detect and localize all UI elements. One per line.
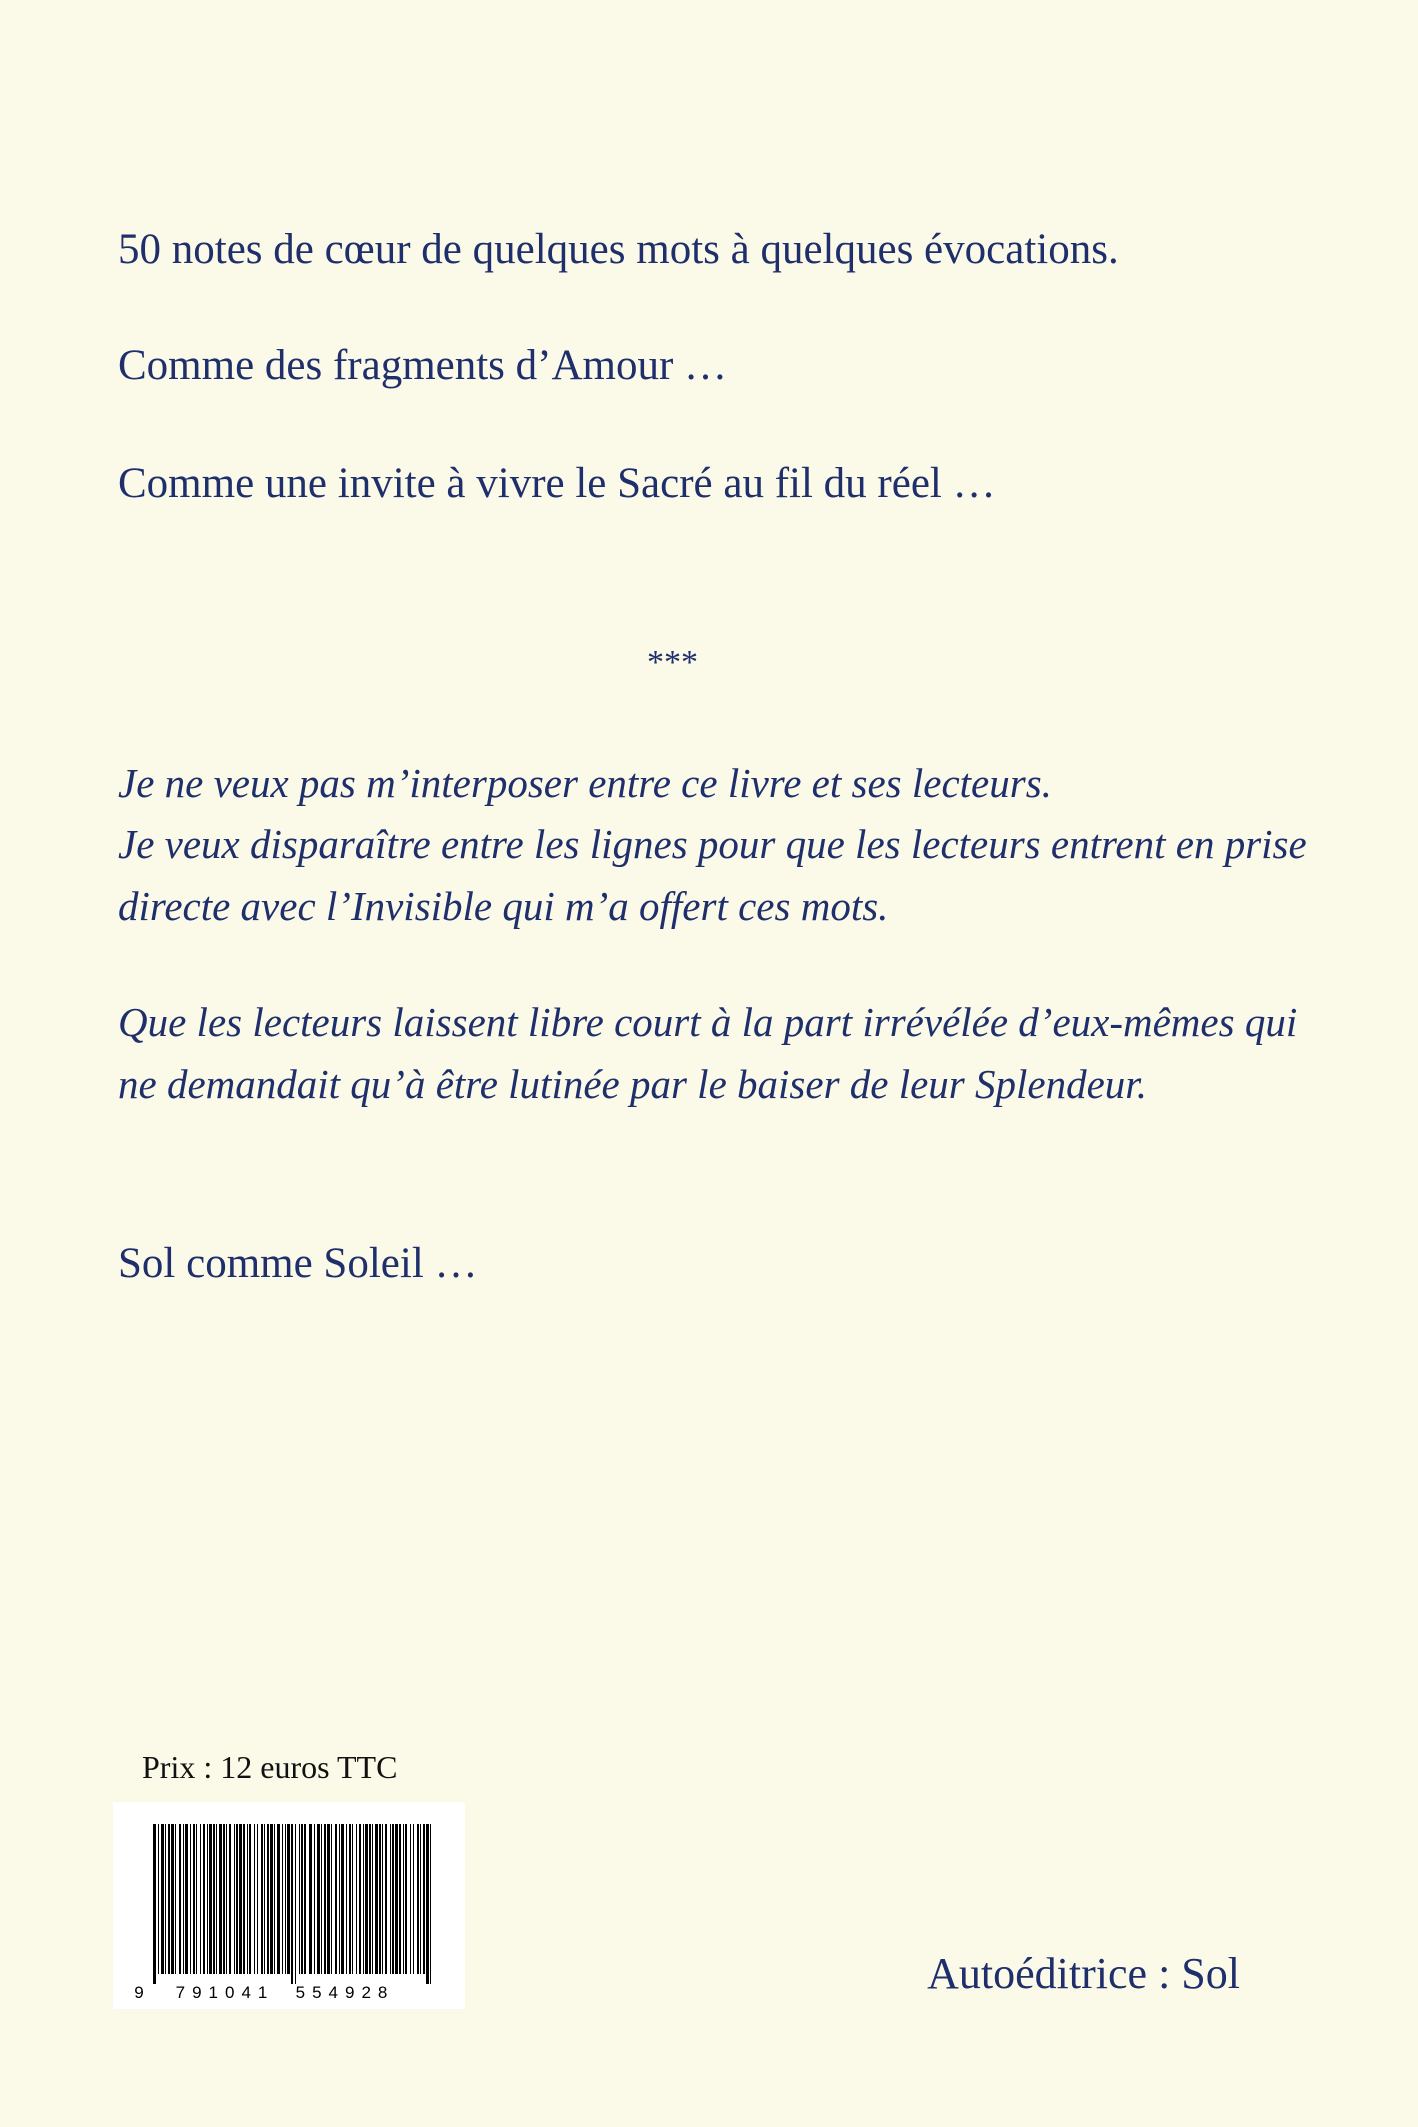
barcode-bar [295, 1824, 296, 1984]
barcode-bar [158, 1824, 159, 1974]
barcode-bar [219, 1824, 222, 1974]
barcode-bar [193, 1824, 195, 1974]
barcode-bar [403, 1824, 404, 1974]
quote-line-1: Je ne veux pas m’interposer entre ce livre et ses lecteurs. [118, 760, 1052, 806]
barcode-bar [413, 1824, 414, 1974]
barcode-bar [304, 1824, 306, 1974]
barcode-bar [341, 1824, 344, 1974]
barcode-bar [243, 1824, 245, 1974]
quote-line-2: Je veux disparaître entre les lignes pour que les lecteurs entrent en prise [118, 821, 1307, 867]
barcode-bar [236, 1824, 238, 1974]
barcode-bar [239, 1824, 242, 1974]
barcode-bar [190, 1824, 191, 1974]
barcode-bar [277, 1824, 280, 1974]
barcode-bar [216, 1824, 217, 1974]
barcode [113, 1802, 465, 2009]
barcode-bar [299, 1824, 300, 1974]
barcode-bar [399, 1824, 401, 1974]
barcode-bar [346, 1824, 347, 1974]
barcode-bar [379, 1824, 381, 1974]
barcode-graphic [113, 1802, 465, 2009]
barcode-bar [363, 1824, 364, 1974]
barcode-bar [234, 1824, 235, 1974]
barcode-bar [301, 1824, 303, 1974]
barcode-bar [274, 1824, 275, 1974]
barcode-bar [365, 1824, 368, 1974]
barcode-bar [168, 1824, 170, 1974]
barcode-bar [213, 1824, 215, 1974]
barcode-bar [420, 1824, 421, 1974]
barcode-bar [175, 1824, 176, 1974]
separator: *** [647, 644, 698, 681]
publisher-label: Autoéditrice : Sol [927, 1949, 1240, 1998]
barcode-bar [270, 1824, 273, 1974]
barcode-bar [327, 1824, 330, 1974]
barcode-bar [249, 1824, 251, 1974]
barcode-bar [372, 1824, 373, 1974]
barcode-bar [369, 1824, 371, 1974]
quote-line-3: directe avec l’Invisible qui m’a offert ces mots. [118, 883, 889, 929]
barcode-bar [185, 1824, 188, 1974]
barcode-bar [229, 1824, 231, 1974]
barcode-bar [382, 1824, 383, 1974]
barcode-bar [153, 1824, 156, 1984]
signature: Sol comme Soleil … [118, 1240, 478, 1287]
barcode-bar [395, 1824, 398, 1974]
barcode-bar [375, 1824, 378, 1974]
barcode-bar [309, 1824, 312, 1974]
barcode-bar [209, 1824, 212, 1974]
barcode-bar [417, 1824, 419, 1974]
barcode-bar [285, 1824, 286, 1974]
barcode-bar [161, 1824, 164, 1974]
barcode-bar [223, 1824, 225, 1974]
sacre-line: Comme une invite à vivre le Sacré au fil du réel … [118, 460, 996, 507]
barcode-bar [349, 1824, 351, 1974]
barcode-bar [392, 1824, 394, 1974]
barcode-bar [339, 1824, 340, 1974]
barcode-bar [179, 1824, 181, 1974]
barcode-bar [335, 1824, 337, 1974]
quote-line-5: ne demandait qu’à être lutinée par le baiser de leur Splendeur. [118, 1061, 1147, 1107]
barcode-bar [405, 1824, 407, 1974]
barcode-bar [331, 1824, 332, 1974]
isbn-digits-right: 554928 [295, 1983, 395, 2002]
barcode-bar [352, 1824, 353, 1974]
barcode-bar [207, 1824, 208, 1974]
barcode-bar [291, 1824, 293, 1984]
barcode-bar [183, 1824, 184, 1974]
barcode-bar [247, 1824, 248, 1974]
barcode-bar [324, 1824, 326, 1974]
barcode-bar [426, 1824, 429, 1984]
barcode-bar [317, 1824, 320, 1974]
barcode-bar [385, 1824, 387, 1974]
barcode-bar [287, 1824, 290, 1974]
barcode-bar [257, 1824, 258, 1974]
barcode-bar [410, 1824, 411, 1974]
intro-text: 50 notes de cœur de quelques mots à quelques évocations. [118, 226, 1119, 273]
barcode-bar [314, 1824, 315, 1974]
barcode-bar [359, 1824, 361, 1974]
barcode-bar [200, 1824, 201, 1974]
barcode-bar [321, 1824, 322, 1974]
quote-line-4: Que les lecteurs laissent libre court à la part irrévélée d’eux-mêmes qui [118, 999, 1298, 1045]
isbn-digits-left: 791041 [175, 1983, 275, 2002]
barcode-bar [203, 1824, 205, 1974]
barcode-bar [254, 1824, 255, 1974]
barcode-bar [430, 1824, 431, 1984]
barcode-bar [423, 1824, 425, 1974]
barcode-bar [267, 1824, 269, 1974]
barcode-bar [226, 1824, 227, 1974]
isbn-digit-lead: 9 [134, 1983, 144, 2002]
amour-line: Comme des fragments d’Amour … [118, 342, 728, 389]
barcode-bar [264, 1824, 265, 1974]
barcode-bar [165, 1824, 166, 1974]
barcode-bar [196, 1824, 197, 1974]
price-label: Prix : 12 euros TTC [142, 1749, 398, 1785]
barcode-bar [261, 1824, 263, 1974]
barcode-bar [171, 1824, 174, 1974]
barcode-bar [356, 1824, 357, 1974]
barcode-bar [390, 1824, 391, 1974]
barcode-bar [282, 1824, 283, 1974]
